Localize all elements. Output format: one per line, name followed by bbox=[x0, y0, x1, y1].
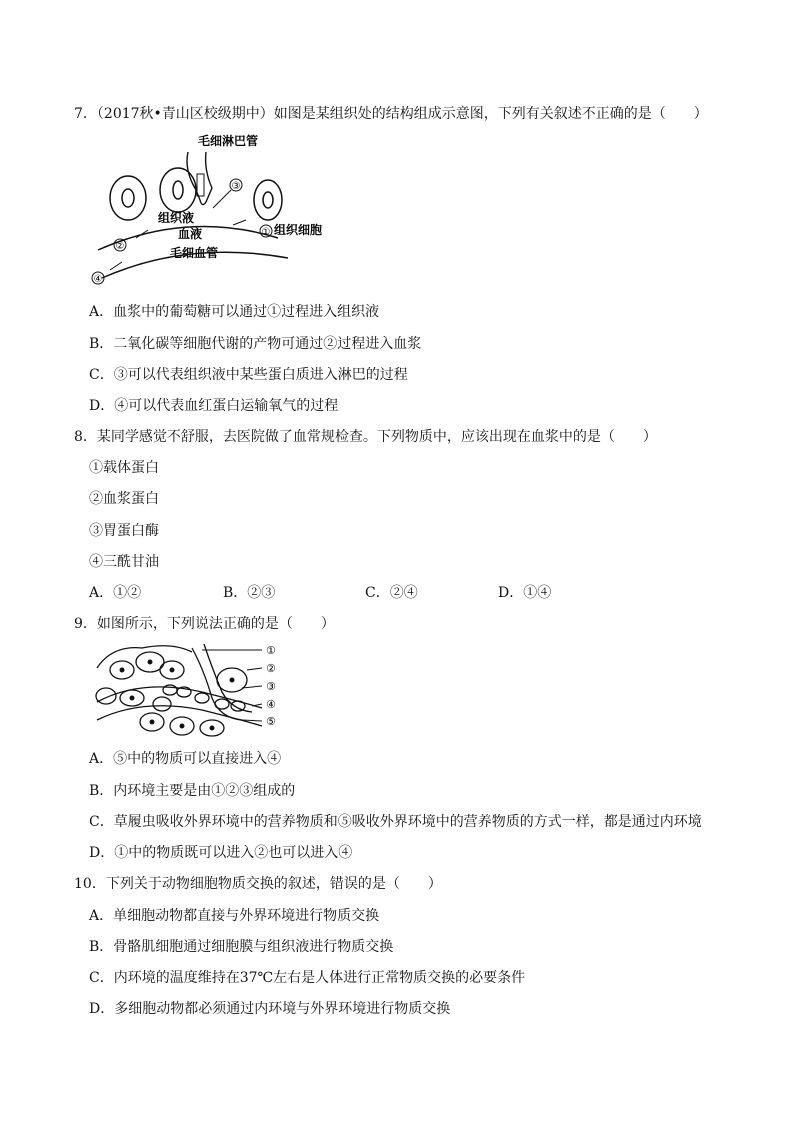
q7-option-b[interactable]: B．二氧化碳等细胞代谢的产物可通过②过程进入血浆 bbox=[89, 336, 422, 352]
q7-fig-lymph-label: 毛细淋巴管 bbox=[198, 134, 259, 148]
q8-item-2: ②血浆蛋白 bbox=[89, 491, 159, 507]
q7-option-c[interactable]: C．③可以代表组织液中某些蛋白质进入淋巴的过程 bbox=[89, 367, 408, 383]
q8-item-4: ④三酰甘油 bbox=[89, 554, 159, 570]
q7-fig-blood: 血液 bbox=[178, 227, 203, 241]
q9-option-a[interactable]: A．⑤中的物质可以直接进入④ bbox=[89, 751, 282, 767]
q7-fig-n3: ③ bbox=[231, 181, 241, 192]
q7-stem: 7．（2017秋•青山区校级期中）如图是某组织处的结构组成示意图，下列有关叙述不正确的是（ ） bbox=[74, 106, 708, 122]
q7-fig-cell: 组织细胞 bbox=[274, 223, 323, 237]
q9-fig-n1: ① bbox=[266, 644, 276, 657]
q8-option-c[interactable]: C．②④ bbox=[365, 585, 418, 601]
q10-option-d[interactable]: D．多细胞动物都必须通过内环境与外界环境进行物质交换 bbox=[89, 1001, 451, 1017]
q8-option-b[interactable]: B．②③ bbox=[223, 585, 276, 601]
q7-option-d[interactable]: D．④可以代表血红蛋白运输氧气的过程 bbox=[89, 398, 339, 414]
q8-stem: 8．某同学感觉不舒服，去医院做了血常规检查。下列物质中，应该出现在血浆中的是（ ） bbox=[74, 429, 657, 445]
q7-fig-tissue-fluid: 组织液 bbox=[158, 211, 195, 225]
q10-option-c[interactable]: C．内环境的温度维持在37℃左右是人体进行正常物质交换的必要条件 bbox=[89, 970, 526, 986]
q10-option-a[interactable]: A．单细胞动物都直接与外界环境进行物质交换 bbox=[89, 908, 380, 924]
q9-figure bbox=[92, 640, 292, 740]
q9-option-c[interactable]: C．草履虫吸收外界环境中的营养物质和⑤吸收外界环境中的营养物质的方式一样，都是通过内环境 bbox=[89, 814, 702, 830]
q9-stem: 9．如图所示，下列说法正确的是（ ） bbox=[74, 616, 335, 632]
q8-options-row bbox=[89, 582, 551, 602]
q10-stem: 10．下列关于动物细胞物质交换的叙述，错误的是（ ） bbox=[74, 876, 442, 892]
q9-fig-n3: ③ bbox=[266, 680, 276, 693]
q8-item-3: ③胃蛋白酶 bbox=[89, 523, 159, 539]
q8-item-1: ①载体蛋白 bbox=[89, 460, 159, 476]
q7-figure bbox=[88, 130, 338, 290]
q8-option-d[interactable]: D．①④ bbox=[498, 585, 552, 601]
q7-fig-n2: ② bbox=[115, 241, 125, 252]
q7-fig-capillary: 毛细血管 bbox=[170, 246, 219, 260]
q10-option-b[interactable]: B．骨骼肌细胞通过细胞膜与组织液进行物质交换 bbox=[89, 939, 394, 955]
q9-fig-n4: ④ bbox=[266, 698, 276, 711]
q9-option-d[interactable]: D．①中的物质既可以进入②也可以进入④ bbox=[89, 845, 353, 861]
q7-option-a[interactable]: A．血浆中的葡萄糖可以通过①过程进入组织液 bbox=[89, 304, 380, 320]
q9-fig-n5: ⑤ bbox=[266, 715, 276, 728]
q7-fig-n1: ① bbox=[261, 227, 271, 238]
q7-fig-n4: ④ bbox=[93, 274, 103, 285]
q9-fig-n2: ② bbox=[266, 662, 276, 675]
q9-option-b[interactable]: B．内环境主要是由①②③组成的 bbox=[89, 783, 296, 799]
q8-option-a[interactable]: A．①② bbox=[89, 585, 142, 601]
